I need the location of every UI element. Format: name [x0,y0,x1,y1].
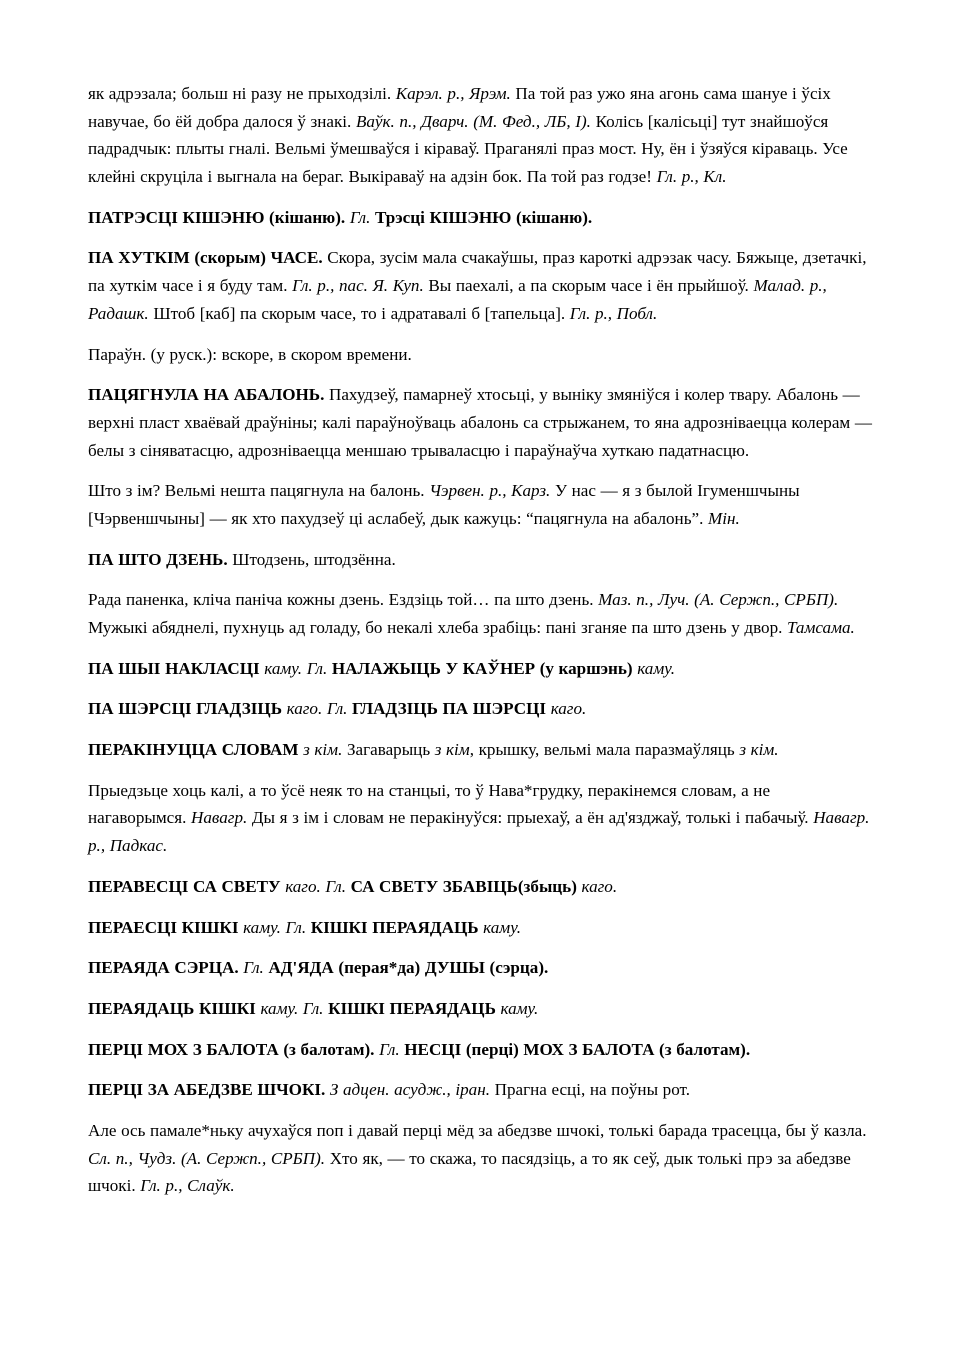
entry-headword: ПА ШЭРСЦІ ГЛАДЗІЦЬ [88,699,283,719]
entry-paciahnula-examples [88,477,872,532]
source-citation: Мін. [708,508,740,528]
entry-headword: ПА ШТО ДЗЕНЬ. [88,549,228,569]
source-citation: Навагр. [191,808,248,828]
cross-reference-target: АД'ЯДА (перая*да) ДУШЫ (сэрца). [268,958,549,978]
entry-paciahnula-na-abalon [88,381,872,464]
see-also-marker: Гл. [243,958,264,978]
entry-headword: ПАТРЭСЦІ КІШЭНЮ (кішаню). [88,207,346,227]
entry-perayadac-kishki [88,995,872,1023]
entry-patresci-kishenyu [88,204,872,232]
grammatical-marker: каго. [285,876,321,896]
source-citation: Маз. п., Луч. (А. Сержп., СРБП). [598,590,839,610]
source-citation: Ваўк. п., Дварч. (М. Фед., ЛБ, I). [355,111,591,131]
see-also-marker: Гл. [349,207,371,227]
entry-definition-part: Загаварыць [346,740,431,760]
grammatical-marker: каму. [483,917,521,937]
source-citation: Тамсама. [787,618,855,637]
cross-reference-target: КІШКІ ПЕРАЯДАЦЬ [328,998,496,1018]
continuation-text-2: Па той раз ужо яна агонь сама шануе і ўсіх навучае, бо ёй добра далося ў знакі. [88,84,831,131]
example-sentence: У нас — я з былой Ігуменшчыны [Чэрвеншчыны] — як хто пахудзеў ці аслабеў, дык кажуць: “пацягнула на абалонь”. [88,481,800,528]
entry-headword: ПЕРАЯДА СЭРЦА. [88,958,239,978]
entry-headword: ПЕРАЕСЦІ КІШКІ [88,917,239,937]
entry-perci-za-abedzve-shchoki [88,1076,872,1104]
grammatical-marker: з кім [434,740,470,760]
entry-definition-part: , крышку, вельмі мала паразмаўляць [469,740,735,760]
entry-peraesci-kishki [88,914,872,942]
example-sentence: Ды я з ім і словам не перакінуўся: прыехаў, а ён ад'язджаў, толькі і пабачыў. [251,808,809,828]
entry-pa-shto-dzen [88,546,872,574]
example-sentence: Штоб [каб] па скорым часе, то і адратавалі б [тапельца]. [153,303,566,323]
source-citation: Навагр. р., Падкас. [88,808,870,856]
grammatical-marker: каго. [581,876,618,896]
entry-pa-hutkim-chase [88,244,872,327]
entry-pa-shersci-hladzic [88,695,872,723]
entry-perci-za-examples [88,1117,872,1200]
cross-reference-target: НАЛАЖЫЦЬ У КАЎНЕР (у каршэнь) [331,658,633,678]
entry-definition: Прагна есці, на поўны рот. [494,1080,691,1100]
source-citation: Карэл. р., Ярэм. [395,84,511,103]
example-sentence: Мужыкі абяднелі, пухнуць ад голаду, бо некалі хлеба зрабіць: пані зганяе па што дзень у двор. [88,618,783,637]
comparison-note [88,341,872,369]
entry-definition: Штодзень, штодзённа. [232,549,396,569]
grammatical-marker: каго. [550,699,587,719]
paragraph-continuation [88,80,872,191]
grammatical-marker: каму. [500,998,539,1018]
cross-reference-target: Трэсці КІШЭНЮ (кішаню). [375,207,593,227]
grammatical-marker: каму. [260,998,299,1018]
source-citation: Чэрвен. р., Карз. [429,481,551,501]
stylistic-marker: З адцен. асудж., іран. [329,1080,490,1100]
entry-headword: ПЕРЦІ МОХ З БАЛОТА (з балотам). [88,1039,375,1059]
entry-peravesci-sa-svetu [88,873,872,901]
example-sentence: Вы паехалі, а па скорым часе і ён прыйшоў. [428,276,749,296]
cross-reference-target: КІШКІ ПЕРАЯДАЦЬ [310,917,479,937]
entry-headword: ПЕРАКІНУЦЦА СЛОВАМ [88,740,299,760]
see-also-marker: Гл. [285,917,307,937]
entry-perci-moh-z-balota [88,1036,872,1064]
grammatical-marker: каго. [286,699,323,719]
entry-pa-shto-dzen-examples [88,586,872,641]
cross-reference-target: СА СВЕТУ ЗБАВІЦЬ(збыць) [350,876,577,896]
continuation-text-1: як адрэзала; больш ні разу не прыходзілі. [88,84,392,103]
cross-reference-target: НЕСЦІ (перці) МОХ З БАЛОТА (з балотам). [404,1039,751,1059]
grammatical-marker: з кім. [303,740,343,760]
source-citation: Гл. р., Слаўк. [140,1176,235,1196]
source-citation: Гл. р., пас. Я. Куп. [292,276,424,296]
grammatical-marker: каму. [243,917,281,937]
entry-headword: ПАЦЯГНУЛА НА АБАЛОНЬ. [88,385,325,405]
entry-perayada-serca [88,954,872,982]
see-also-marker: Гл. [379,1039,400,1059]
example-sentence: Але ось памале*ньку ачухаўся поп і давай перці мёд за абедзве шчокі, толькі барада трасецца, бы ў казла. [88,1120,867,1140]
entry-headword: ПЕРАЯДАЦЬ КІШКІ [88,998,256,1018]
example-sentence: Рада паненка, кліча паніча кожны дзень. Ездзіць той… па што дзень. [88,590,594,610]
entry-perakinucca-slovam [88,736,872,764]
grammatical-marker: каму. [264,658,303,678]
entry-definition: Пахудзеў, памарнеў хтосьці, у выніку змяніўся і колер твару. Абалонь — верхні пласт хваёвай драўніны; калі параўноўваць абалонь са стрыжанем, то яна адрозніваецца колерам — белы з сіняватасцю, адрозніваецца меншаю трываласцю і параўнаўча хуткаю падатнасцю. [88,385,872,460]
see-also-marker: Гл. [306,658,328,678]
entry-headword: ПА ХУТКІМ (скорым) ЧАСЕ. [88,248,323,268]
example-sentence: Прыедзьце хоць калі, а то ўсё неяк то на станцыі, то ў Нава*грудку, перакінемся словам, а не нагаворымся. [88,780,771,828]
entry-headword: ПЕРЦІ ЗА АБЕДЗВЕ ШЧОКІ. [88,1080,326,1100]
source-citation: Гл. р., Кл. [656,167,727,187]
source-citation: Гл. р., Побл. [569,303,658,323]
see-also-marker: Гл. [302,998,324,1018]
source-citation: Сл. п., Чудз. (А. Сержп., СРБП). [88,1148,326,1168]
grammatical-marker: каму. [637,658,676,678]
entry-definition: Скора, зусім мала счакаўшы, праз кароткі адрэзак часу. [327,248,732,268]
cross-reference-target: ГЛАДЗІЦЬ ПА ШЭРСЦІ [352,699,547,719]
comparison-note-text: Параўн. (у руск.): вскоре, в скором времени. [88,344,412,364]
source-citation: Малад. р., Радашк. [88,276,827,323]
see-also-marker: Гл. [326,699,348,719]
entry-headword: ПА ШЫІ НАКЛАСЦІ [88,658,260,678]
entry-headword: ПЕРАВЕСЦІ СА СВЕТУ [88,876,281,896]
example-sentence: Што з ім? Вельмі нешта пацягнула на балонь. [88,481,425,501]
continuation-text-3: Колісь [калісьці] тут знайшоўся падрадчык: плыты гналі. Вельмі ўмешваўся і кіраваў. Праганялі праз мост. Ну, ён і ўзяўся кіраваць. Усе клейні скруціла і выгнала на бераг. Выкіраваў на адзін бок. Па той раз годзе! [88,111,848,187]
example-sentence: Бяжыце, дзетачкі, па хуткім часе і я буду там. [88,248,867,296]
see-also-marker: Гл. [325,876,346,896]
entry-pa-shyi-naklasci [88,655,872,683]
entry-perakinucca-examples [88,777,872,860]
example-sentence: Хто як, — то скажа, то пасядзіць, а то як сеў, дык толькі прэ за абедзве шчокі. [88,1148,851,1196]
grammatical-marker: з кім. [739,740,779,760]
